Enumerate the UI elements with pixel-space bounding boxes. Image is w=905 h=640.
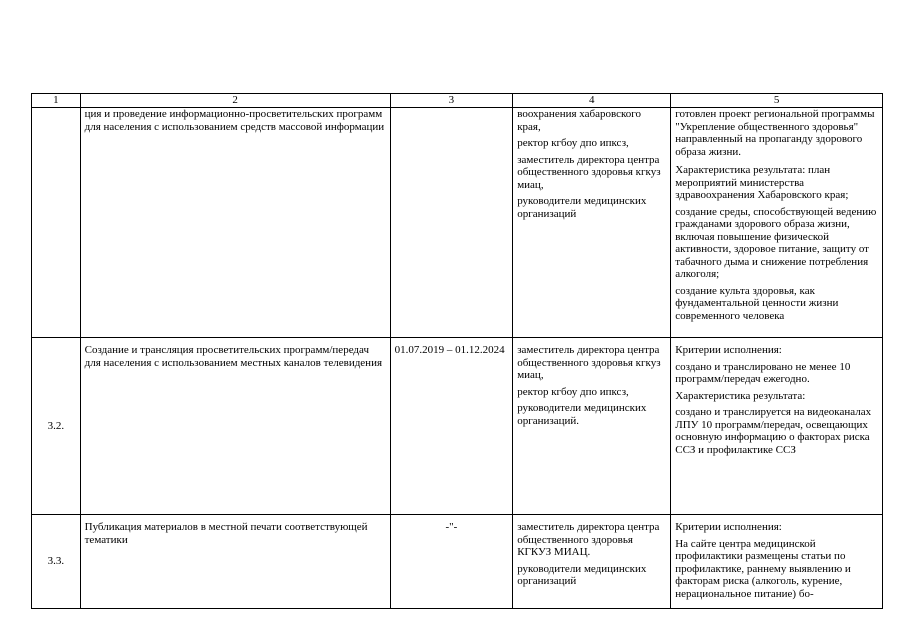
responsible-item: руководители медицинских организаций	[517, 562, 647, 587]
result-item: Характеристика результата: план мероприятий министерства здравоохранения Хабаровского края;	[675, 164, 849, 201]
responsible-item: заместитель директора центра общественного здоровья КГКУЗ МИАЦ.	[517, 521, 660, 558]
row-number	[32, 108, 81, 338]
responsible-cell	[513, 515, 671, 609]
responsible-cell	[513, 338, 671, 515]
row-number: 3.2.	[32, 338, 81, 515]
header-row	[32, 94, 883, 108]
result-item: готовлен проект региональной программы "Укрепление общественного здоровья" направленный на пропаганду здорового образа жизни.	[675, 108, 875, 158]
header-col-2: 2	[80, 94, 390, 108]
header-col-5: 5	[671, 94, 883, 108]
period-cell: 01.07.2019 – 01.12.2024	[390, 338, 513, 515]
responsible-item: воохранения хабаровского края,	[517, 108, 642, 133]
action-cell	[80, 108, 390, 338]
plan-table	[31, 93, 883, 609]
responsible-item: руководители медицинских организаций.	[517, 402, 647, 427]
responsible-cell	[513, 108, 671, 338]
result-item: создано и транслировано не менее 10 программ/передач ежегодно.	[675, 360, 851, 385]
responsible-item: ректор кгбоу дпо ипксз,	[517, 137, 629, 149]
responsible-item: руководители медицинских организаций	[517, 195, 647, 220]
table-row	[32, 338, 883, 515]
result-item: Критерии исполнения:	[675, 521, 782, 533]
result-item: Характеристика результата:	[675, 389, 806, 402]
action-text: Публикация материалов в местной печати соответствующей тематики	[84, 521, 368, 546]
header-col-1: 1	[32, 94, 81, 108]
result-item: создание среды, способствующей ведению гражданами здорового образа жизни, включая повышение физической активности, здоровое питание, защиту от табачного дыма и снижение потребления алкоголя;	[675, 205, 877, 280]
header-col-3: 3	[390, 94, 513, 108]
responsible-item: заместитель директора центра общественного здоровья кгкуз миац,	[517, 153, 661, 191]
action-text: Создание и трансляция просветительских программ/передач для населения с использованием местных каналов телевидения	[84, 344, 383, 369]
table-row	[32, 108, 883, 338]
result-item: Критерии исполнения:	[675, 344, 782, 356]
result-item: создано и транслируется на видеоканалах ЛПУ 10 программ/передач, освещающих основную информацию о факторах риска ССЗ и профилактике ССЗ	[675, 406, 872, 456]
header-col-4: 4	[513, 94, 671, 108]
result-item: На сайте центра медицинской профилактики размещены статьи по профилактике, раннему выявлению и факторам риска (алкоголь, курение, нерациональное питание) бо-	[675, 537, 851, 600]
responsible-item: ректор кгбоу дпо ипксз,	[517, 385, 629, 398]
table-row	[32, 515, 883, 609]
row-number: 3.3.	[32, 515, 81, 609]
action-cell	[80, 338, 390, 515]
period-cell: -"-	[390, 515, 513, 609]
result-item: создание культа здоровья, как фундаментальной ценности жизни современного человека	[675, 284, 839, 322]
result-cell	[671, 108, 883, 338]
period-cell	[390, 108, 513, 338]
action-cell	[80, 515, 390, 609]
action-text: ция и проведение информационно-просветительских программ для населения с использованием средств массовой информации	[84, 108, 385, 133]
result-cell	[671, 515, 883, 609]
result-cell	[671, 338, 883, 515]
responsible-item: заместитель директора центра общественного здоровья кгкуз миац,	[517, 344, 661, 381]
